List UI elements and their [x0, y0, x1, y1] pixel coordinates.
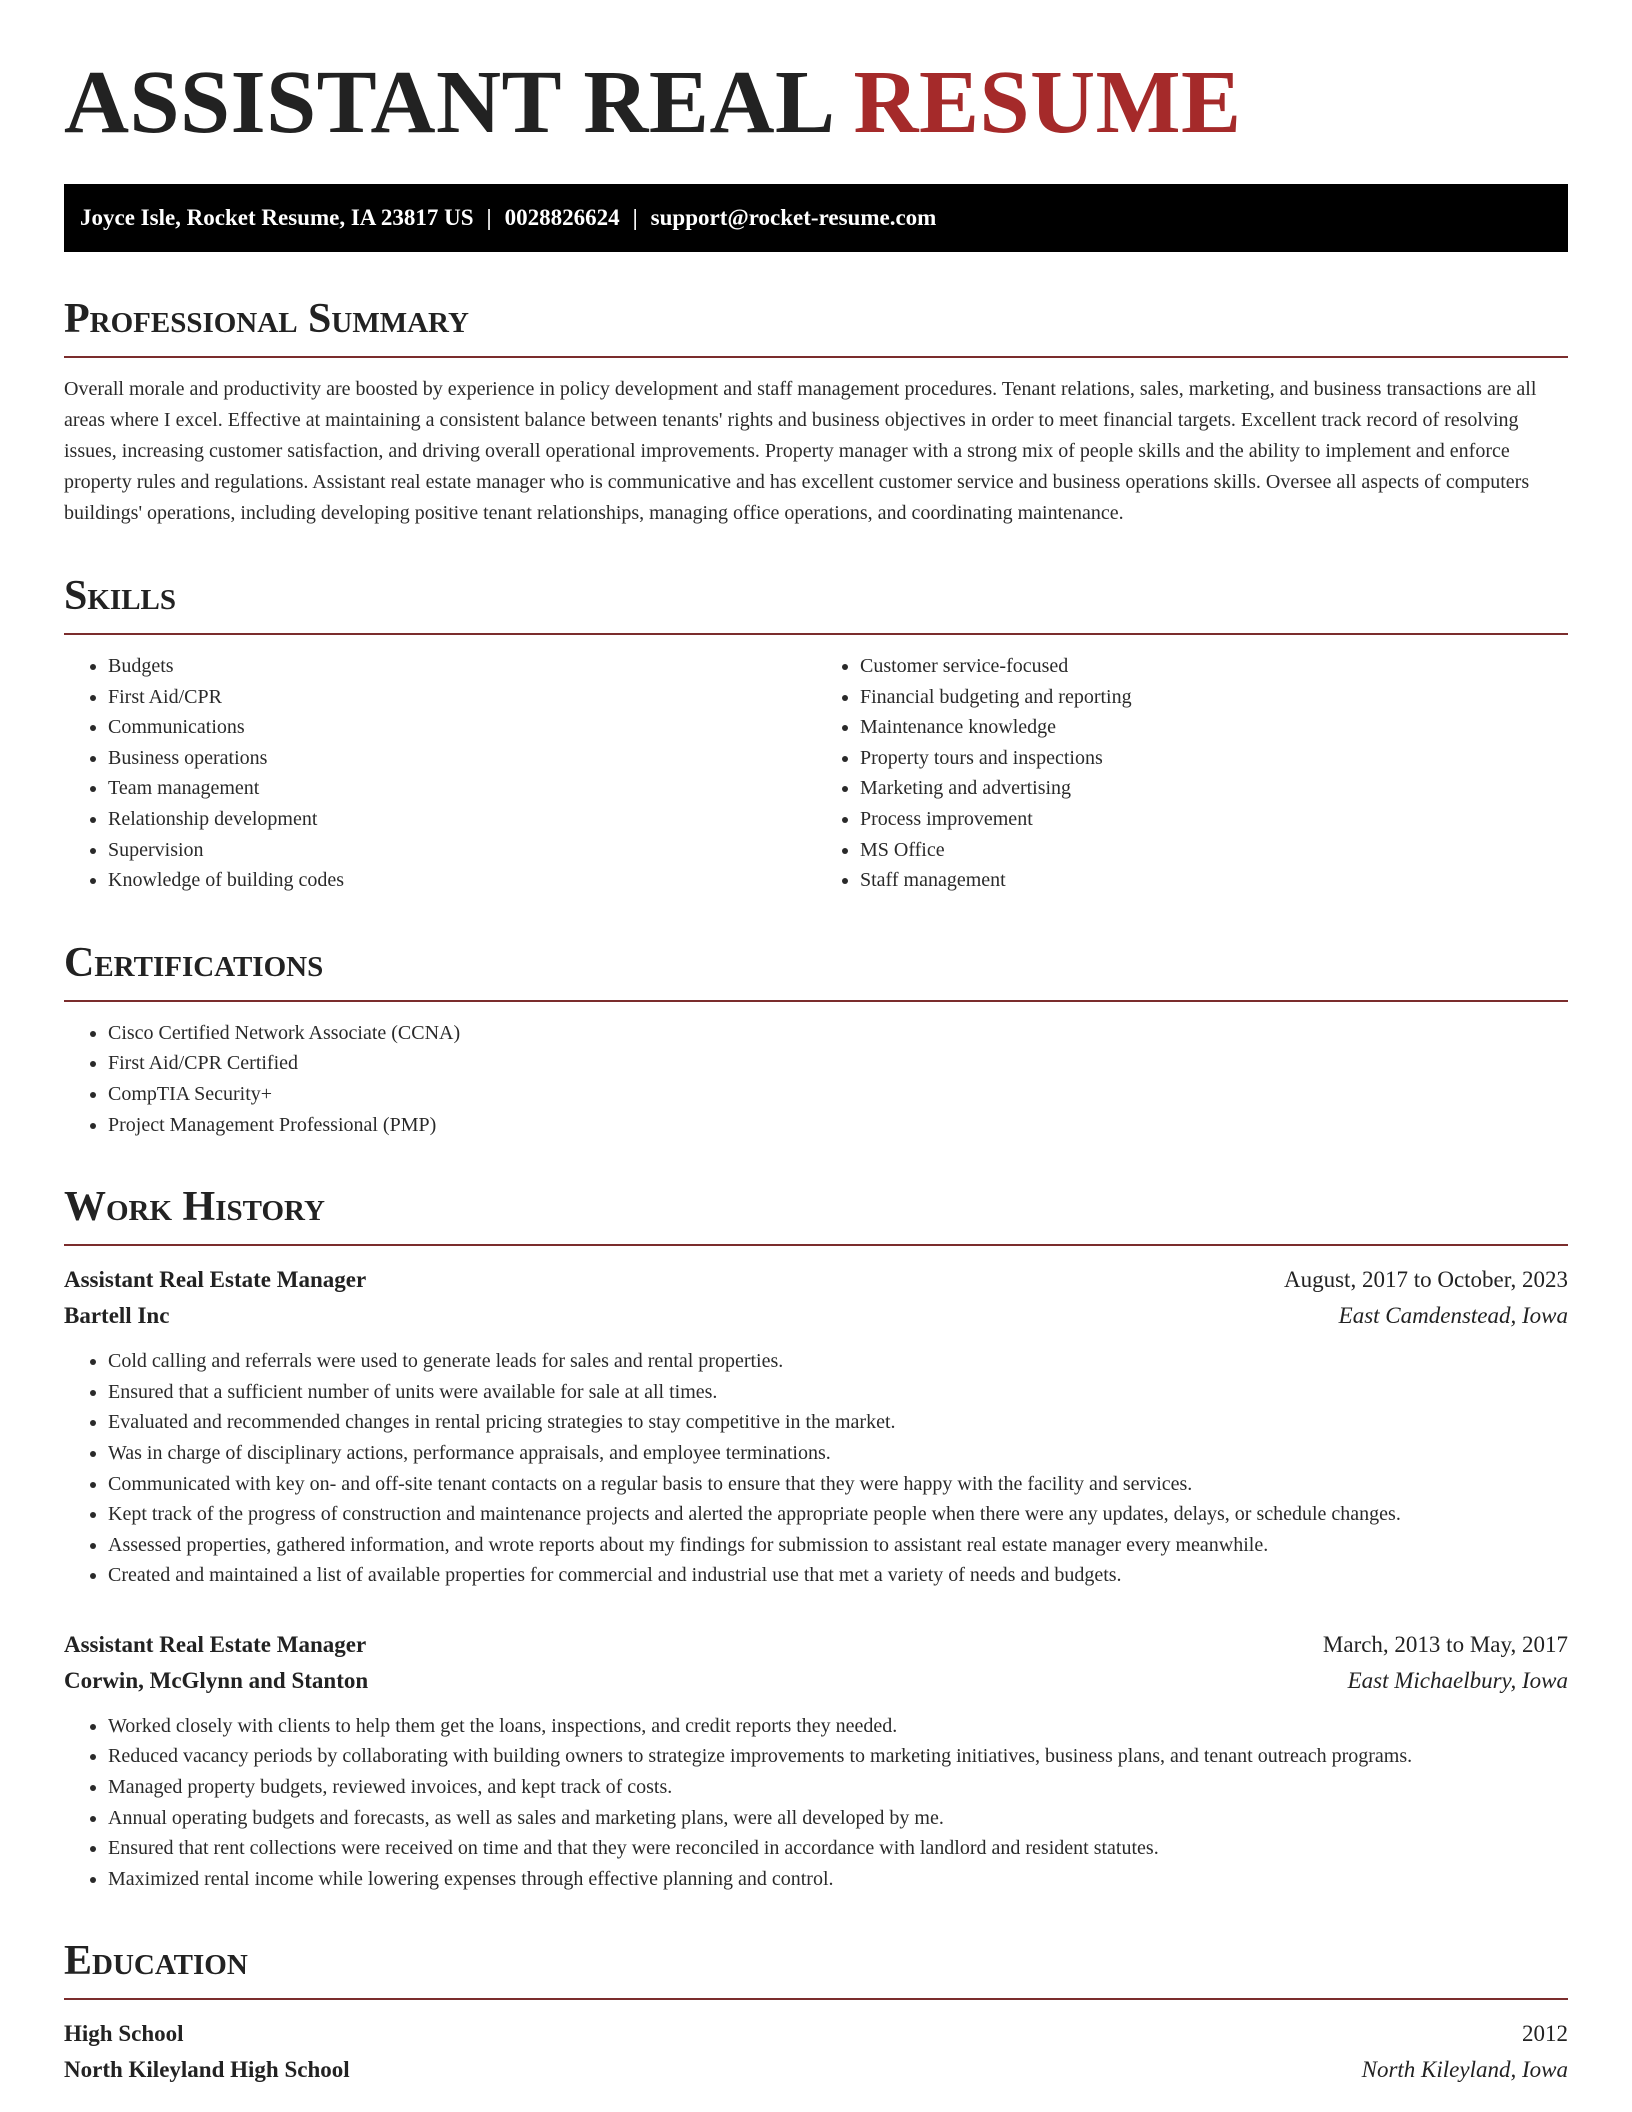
skill-item: • Supervision [108, 835, 816, 866]
education-school: North Kileyland High School [64, 2057, 350, 2083]
job-entry [64, 1627, 1568, 1895]
job-title: Assistant Real Estate Manager [64, 1267, 367, 1293]
education-degree: High School [64, 2021, 184, 2047]
job-bullets [64, 1346, 1568, 1591]
education-entry [64, 2016, 1568, 2088]
work-history-heading: Work History [64, 1186, 1568, 1246]
job-bullet: • Worked closely with clients to help them get the loans, inspections, and credit reports they needed. [108, 1711, 1568, 1742]
skills-list-right [816, 651, 1568, 896]
job-dates: March, 2013 to May, 2017 [1322, 1631, 1568, 1657]
job-title: Assistant Real Estate Manager [64, 1631, 367, 1657]
job-entry [64, 1262, 1568, 1591]
job-header-row [64, 1262, 1568, 1298]
skill-item: • Customer service-focused [860, 651, 1568, 682]
job-bullet: • Kept track of the progress of construction and maintenance projects and alerted the appropriate people when there were any updates, delays, or schedule changes. [108, 1499, 1568, 1530]
job-bullet: • Communicated with key on- and off-site tenant contacts on a regular basis to ensure that they were happy with the facility and services. [108, 1469, 1568, 1500]
job-location: East Michaelbury, Iowa [1347, 1667, 1568, 1693]
education-section [64, 1940, 1568, 2088]
skill-item: • Marketing and advertising [860, 773, 1568, 804]
skills-list-left [64, 651, 816, 896]
skills-grid [64, 635, 1568, 896]
skill-item: • Knowledge of building codes [108, 865, 816, 896]
job-bullet: • Reduced vacancy periods by collaborating with building owners to strategize improvements to marketing initiatives, business plans, and tenant outreach programs. [108, 1741, 1568, 1772]
skills-section [64, 575, 1568, 896]
resume-title-accent: RESUME [853, 53, 1242, 152]
skill-item: • Relationship development [108, 804, 816, 835]
education-school-row [64, 2052, 1568, 2088]
job-bullet: • Cold calling and referrals were used to generate leads for sales and rental properties. [108, 1346, 1568, 1377]
education-year: 2012 [1522, 2021, 1568, 2047]
certifications-heading: Certifications [64, 942, 1568, 1002]
job-company: Bartell Inc [64, 1303, 170, 1329]
contact-bar [64, 184, 1568, 252]
certifications-list [64, 1018, 1568, 1140]
skill-item: • Process improvement [860, 804, 1568, 835]
certification-item: • Cisco Certified Network Associate (CCNA) [108, 1018, 1568, 1049]
job-company-row [64, 1298, 1568, 1334]
certifications-section [64, 939, 1568, 1140]
education-heading: Education [64, 1940, 1568, 2000]
skill-item: • First Aid/CPR [108, 682, 816, 713]
skill-item: • Maintenance knowledge [860, 712, 1568, 743]
job-bullet: • Ensured that rent collections were received on time and that they were reconciled in accordance with landlord and resident statutes. [108, 1833, 1568, 1864]
contact-email: support@rocket-resume.com [650, 205, 937, 230]
work-history-section [64, 1186, 1568, 1894]
contact-address: Joyce Isle, Rocket Resume, IA 23817 US [80, 205, 474, 230]
certification-item: • CompTIA Security+ [108, 1079, 1568, 1110]
job-bullet: • Evaluated and recommended changes in rental pricing strategies to stay competitive in the market. [108, 1407, 1568, 1438]
skill-item: • Financial budgeting and reporting [860, 682, 1568, 713]
skill-item: • Communications [108, 712, 816, 743]
education-location: North Kileyland, Iowa [1361, 2057, 1568, 2083]
certification-item: • Project Management Professional (PMP) [108, 1110, 1568, 1141]
summary-section [64, 298, 1568, 529]
resume-title-main: ASSISTANT REAL [64, 53, 831, 152]
job-dates: August, 2017 to October, 2023 [1284, 1267, 1568, 1293]
job-bullet: • Assessed properties, gathered information, and wrote reports about my findings for submission to assistant real estate manager every meanwhile. [108, 1530, 1568, 1561]
skill-item: • Staff management [860, 865, 1568, 896]
job-bullet: • Created and maintained a list of available properties for commercial and industrial use that met a variety of needs and budgets. [108, 1560, 1568, 1591]
contact-phone: 0028826624 [504, 205, 620, 230]
education-degree-row [64, 2016, 1568, 2052]
summary-heading: Professional Summary [64, 298, 1568, 358]
skill-item: • Team management [108, 773, 816, 804]
job-bullet: • Annual operating budgets and forecasts, as well as sales and marketing plans, were all developed by me. [108, 1803, 1568, 1834]
skills-heading: Skills [64, 575, 1568, 635]
contact-separator: | [632, 205, 638, 230]
job-location: East Camdenstead, Iowa [1338, 1303, 1568, 1329]
job-company: Corwin, McGlynn and Stanton [64, 1667, 369, 1693]
job-bullet: • Was in charge of disciplinary actions, performance appraisals, and employee terminations. [108, 1438, 1568, 1469]
job-header-row [64, 1627, 1568, 1663]
skill-item: • Business operations [108, 743, 816, 774]
summary-text: Overall morale and productivity are boosted by experience in policy development and staff management procedures. Tenant relations, sales, marketing, and business transactions are all areas where I excel. Effective at maintaining a consistent balance between tenants' rights and business objectives in order to meet financial targets. Excellent track record of resolving issues, increasing customer satisfaction, and driving overall operational improvements. Property manager with a strong mix of people skills and the ability to implement and enforce property rules and regulations. Assistant real estate manager who is communicative and has excellent customer service and business operations skills. Oversee all aspects of computers buildings' operations, including developing positive tenant relationships, managing office operations, and coordinating maintenance. [64, 378, 1537, 524]
job-bullet: • Maximized rental income while lowering expenses through effective planning and control. [108, 1864, 1568, 1895]
job-bullet: • Managed property budgets, reviewed invoices, and kept track of costs. [108, 1772, 1568, 1803]
skill-item: • MS Office [860, 835, 1568, 866]
skill-item: • Budgets [108, 651, 816, 682]
job-bullets [64, 1711, 1568, 1895]
skill-item: • Property tours and inspections [860, 743, 1568, 774]
certification-item: • First Aid/CPR Certified [108, 1048, 1568, 1079]
job-company-row [64, 1663, 1568, 1699]
contact-separator: | [486, 205, 492, 230]
resume-title [64, 53, 1568, 152]
job-bullet: • Ensured that a sufficient number of units were available for sale at all times. [108, 1377, 1568, 1408]
